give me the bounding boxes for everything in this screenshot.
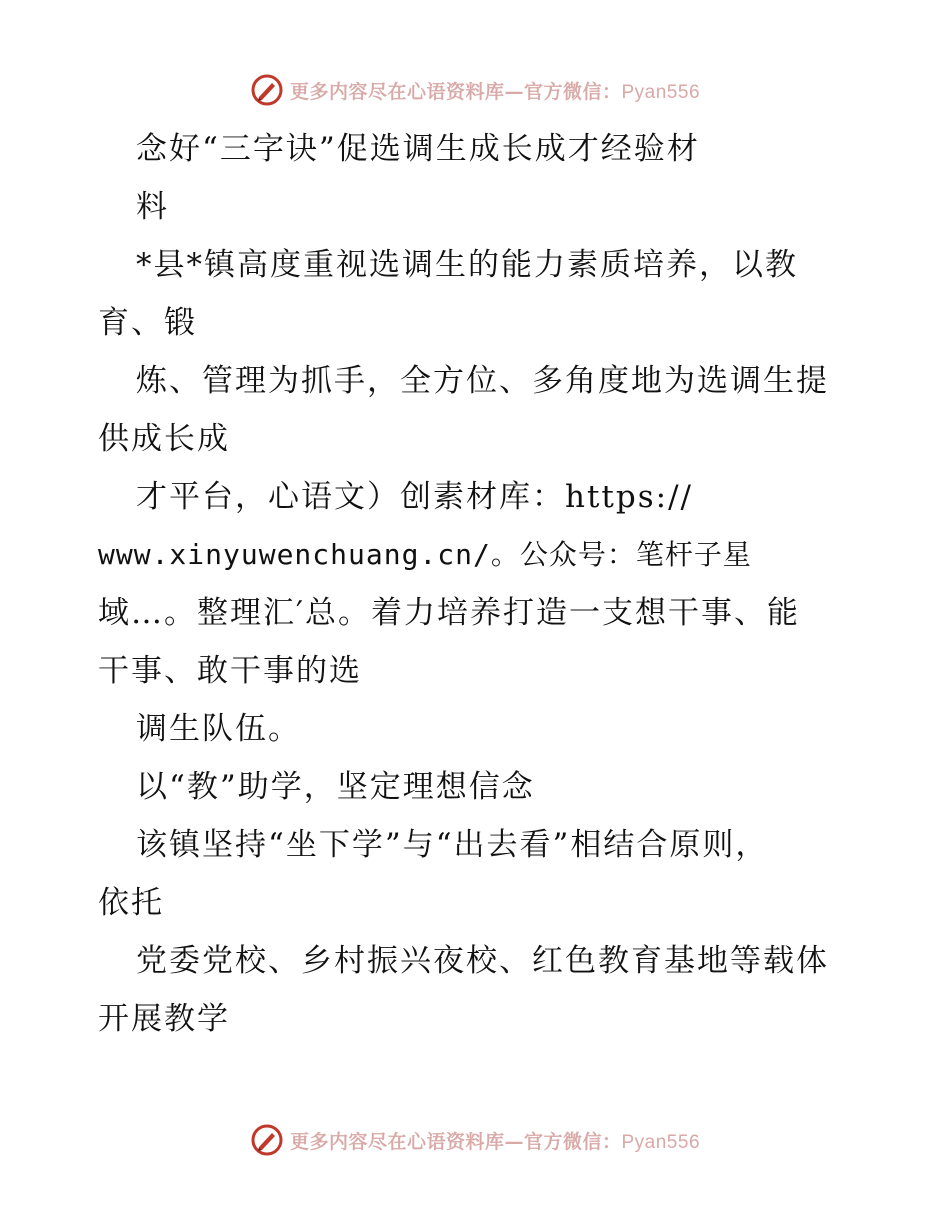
pen-logo-icon [250, 73, 284, 107]
paragraph-line: *县*镇高度重视选调生的能力素质培养，以教 [136, 247, 798, 283]
paragraph-line: 党委党校、乡村振兴夜校、红色教育基地等载体 [136, 943, 829, 979]
document-title-line-1: 念好“三字诀”促选调生成长成才经验材 [136, 131, 700, 167]
paragraph-line: 调生队伍。 [136, 711, 301, 747]
header-banner [0, 70, 950, 110]
paragraph-line: 供成长成 [98, 421, 230, 457]
paragraph-line: 该镇坚持“坐下学”与“出去看”相结合原则， [136, 827, 769, 863]
banner-text [290, 77, 700, 104]
banner-text-main: 更多内容尽在心语资料库—官方微信： [289, 80, 622, 103]
paragraph-line: 炼、管理为抓手，全方位、多角度地为选调生提 [136, 363, 829, 399]
footer-banner [0, 1120, 950, 1160]
section-heading: 以“教”助学，坚定理想信念 [136, 769, 535, 805]
paragraph-line: 开展教学 [98, 1001, 230, 1037]
pen-logo-icon [250, 1123, 284, 1157]
banner-wechat-id: Pyan556 [621, 81, 701, 103]
document-title-line-2: 料 [136, 189, 169, 225]
paragraph-line: 才平台，心语文）创素材库：https:// [136, 479, 693, 515]
banner-text-main: 更多内容尽在心语资料库—官方微信： [289, 1130, 622, 1153]
banner-wechat-id: Pyan556 [621, 1131, 701, 1153]
paragraph-line: 依托 [98, 885, 164, 921]
paragraph-line: 域…。整理汇′总。着力培养打造一支想干事、能 [98, 595, 801, 631]
paragraph-line-url: www.xinyuwenchuang.cn/。公众号：笔杆子星 [98, 538, 752, 571]
paragraph-line: 干事、敢干事的选 [98, 653, 362, 689]
paragraph-line: 育、锻 [98, 305, 197, 341]
banner-text [290, 1127, 700, 1154]
